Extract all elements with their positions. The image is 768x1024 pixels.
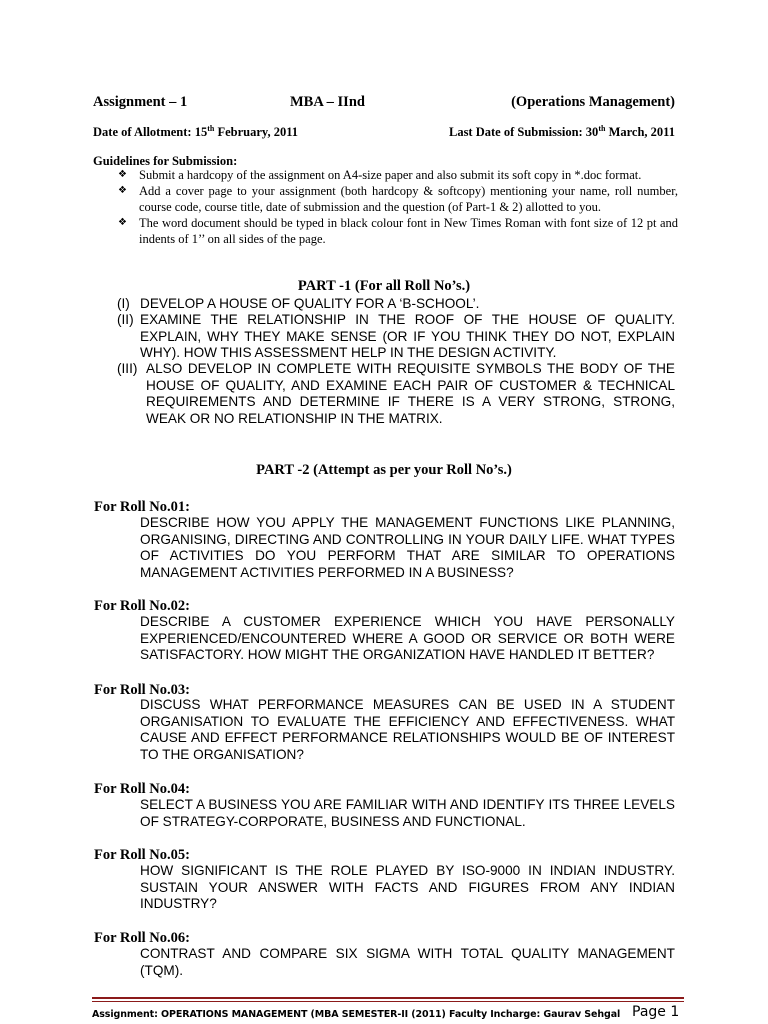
diamond-bullet-icon: ❖	[118, 217, 127, 228]
page-number: Page 1	[632, 1004, 680, 1020]
part1-item-text: DEVELOP A HOUSE OF QUALITY FOR A ‘B-SCHOOL’.	[140, 296, 480, 311]
part1-item-text: EXAMINE THE RELATIONSHIP IN THE ROOF OF THE HOUSE OF QUALITY. EXPLAIN, WHY THEY MAKE SENSE (OR IF YOU THINK THEY DO NOT, EXPLAIN WHY). HOW THIS ASSESSMENT HELP IN THE DESIGN ACTIVITY.	[140, 312, 675, 360]
roll-question: DESCRIBE HOW YOU APPLY THE MANAGEMENT FUNCTIONS LIKE PLANNING, ORGANISING, DIRECTING AND CONTROLLING IN YOUR DAILY LIFE. WHAT TYPES OF ACTIVITIES DO YOU PERFORM THAT ARE SIMILAR TO OPERATIONS MANAGEMENT ACTIVITIES PERFORMED IN A BUSINESS?	[140, 515, 675, 580]
guideline-text: Submit a hardcopy of the assignment on A4-size paper and also submit its soft copy in *.doc format.	[139, 168, 642, 182]
allotment-date-suffix: February, 2011	[214, 125, 299, 139]
roll-label: For Roll No.05:	[94, 847, 190, 863]
roll-label: For Roll No.01:	[94, 499, 190, 515]
roll-label: For Roll No.02:	[94, 598, 190, 614]
roll-question: CONTRAST AND COMPARE SIX SIGMA WITH TOTAL QUALITY MANAGEMENT (TQM).	[140, 946, 675, 978]
guidelines-title: Guidelines for Submission:	[93, 154, 238, 168]
part2-title: PART -2 (Attempt as per your Roll No’s.)	[256, 462, 512, 478]
part1-item-number: (II)	[117, 312, 134, 327]
allotment-date	[93, 125, 298, 140]
roll-question: DESCRIBE A CUSTOMER EXPERIENCE WHICH YOU HAVE PERSONALLY EXPERIENCED/ENCOUNTERED WHERE A GOOD OR SERVICE OR BOTH WERE SATISFACTORY. HOW MIGHT THE ORGANIZATION HAVE HANDLED IT BETTER?	[140, 614, 675, 662]
submission-date-suffix: March, 2011	[605, 125, 675, 139]
footer-rule-thick	[92, 997, 684, 999]
guideline-item	[118, 167, 678, 183]
roll-label: For Roll No.06:	[94, 930, 190, 946]
roll-question: DISCUSS WHAT PERFORMANCE MEASURES CAN BE USED IN A STUDENT ORGANISATION TO EVALUATE THE EFFICIENCY AND EFFECTIVENESS. WHAT CAUSE AND EFFECT PERFORMANCE RELATIONSHIPS WOULD BE OF INTEREST TO THE ORGANISATION?	[140, 697, 675, 762]
allotment-date-prefix: Date of Allotment: 15	[93, 125, 208, 139]
submission-date-prefix: Last Date of Submission: 30	[448, 125, 599, 139]
diamond-bullet-icon: ❖	[118, 185, 127, 196]
guideline-item	[118, 215, 678, 247]
footer-course-info: Assignment: OPERATIONS MANAGEMENT (MBA SEMESTER-II (2011) Faculty Incharge: Gaurav Sehgal	[92, 1009, 621, 1020]
guideline-text: Add a cover page to your assignment (both hardcopy & softcopy) mentioning your name, roll number, course code, course title, date of submission and the question (of Part-1 & 2) allotted to you.	[139, 184, 678, 214]
guideline-item	[118, 183, 678, 215]
allotment-date-sup: th	[207, 123, 215, 133]
roll-question: SELECT A BUSINESS YOU ARE FAMILIAR WITH AND IDENTIFY ITS THREE LEVELS OF STRATEGY-CORPORATE, BUSINESS AND FUNCTIONAL.	[140, 797, 675, 829]
submission-date-sup: th	[598, 123, 606, 133]
footer-rule-thin	[92, 1001, 684, 1002]
roll-label: For Roll No.04:	[94, 781, 190, 797]
part1-item-text: ALSO DEVELOP IN COMPLETE WITH REQUISITE SYMBOLS THE BODY OF THE HOUSE OF QUALITY, AND EXAMINE EACH PAIR OF CUSTOMER & TECHNICAL REQUIREMENTS AND DETERMINE IF THERE IS A VERY STRONG, STRONG, WEAK OR NO RELATIONSHIP IN THE MATRIX.	[146, 361, 675, 426]
part1-title: PART -1 (For all Roll No’s.)	[297, 278, 471, 294]
assignment-number: Assignment – 1	[93, 94, 188, 110]
subject-name: (Operations Management)	[511, 94, 675, 110]
program-name: MBA – IInd	[290, 94, 365, 110]
roll-label: For Roll No.03:	[94, 682, 190, 698]
guideline-text: The word document should be typed in black colour font in New Times Roman with font size of 12 pt and indents of 1’’ on all sides of the page.	[139, 216, 678, 246]
roll-question: HOW SIGNIFICANT IS THE ROLE PLAYED BY ISO-9000 IN INDIAN INDUSTRY. SUSTAIN YOUR ANSWER WITH FACTS AND FIGURES FROM ANY INDIAN INDUSTRY?	[140, 863, 675, 911]
submission-date	[449, 125, 675, 140]
diamond-bullet-icon: ❖	[118, 169, 127, 180]
part1-item-number: (I)	[117, 296, 130, 311]
guidelines-list	[118, 167, 678, 247]
part1-item-number: (III)	[117, 361, 138, 376]
